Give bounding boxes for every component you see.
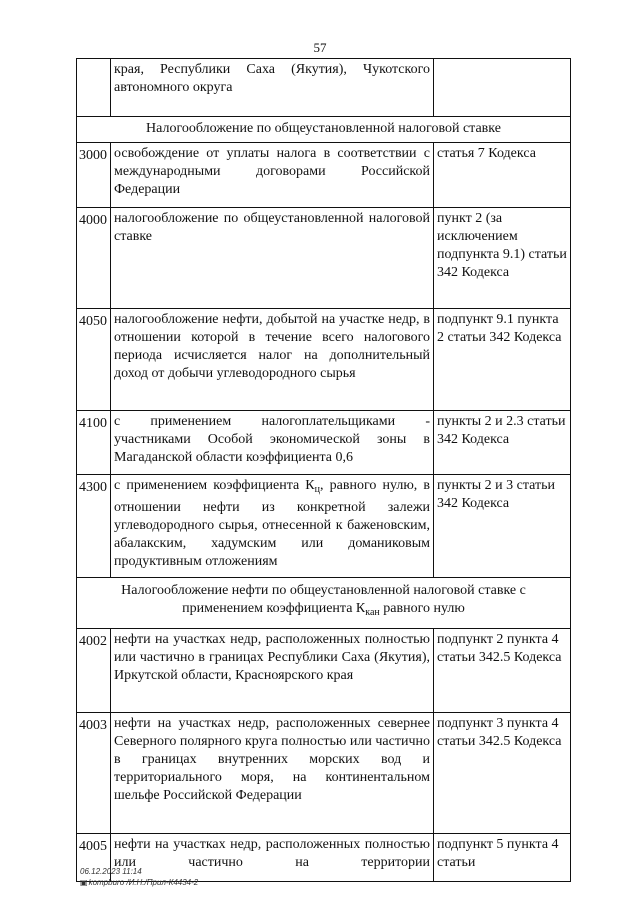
code-cell: 4000 [77, 208, 111, 309]
reference-cell: пункты 2 и 3 статьи 342 Кодекса [434, 475, 571, 578]
code-cell: 4100 [77, 411, 111, 475]
coefficient-subscript: кан [365, 607, 380, 618]
reference-cell [434, 59, 571, 117]
description-cell: края, Республики Саха (Якутия), Чукотского автономного округа [111, 59, 434, 117]
description-cell: налогообложение по общеустановленной налоговой ставке [111, 208, 434, 309]
code-cell: 4002 [77, 629, 111, 713]
page-number: 57 [313, 40, 327, 55]
reference-cell: подпункт 2 пункта 4 статьи 342.5 Кодекса [434, 629, 571, 713]
code-cell: 4003 [77, 713, 111, 834]
description-cell: нефти на участках недр, расположенных полностью или частично на территории [111, 834, 434, 882]
description-cell: с применением налогоплательщиками - участниками Особой экономической зоны в Магаданской области коэффициента 0,6 [111, 411, 434, 475]
table-row [77, 475, 571, 578]
description-cell: налогообложение нефти, добытой на участке недр, в отношении которой в течение всего налогового периода исчисляется налог на дополнительный доход от добычи углеводородного сырья [111, 309, 434, 411]
reference-cell: статья 7 Кодекса [434, 143, 571, 208]
description-text-start: с применением коэффициента К [114, 478, 315, 493]
table-row [77, 411, 571, 475]
description-cell: нефти на участках недр, расположенных полностью или частично в границах Республики Саха (Якутия), Иркутской области, Красноярского края [111, 629, 434, 713]
document-footer [80, 866, 198, 888]
description-cell: нефти на участках недр, расположенных севернее Северного полярного круга полностью или частично в границах внутренних морских вод и территориального моря, на континентальном шельфе Российской Федерации [111, 713, 434, 834]
reference-cell: пункты 2 и 2.3 статьи 342 Кодекса [434, 411, 571, 475]
section-header-row [77, 117, 571, 143]
reference-cell: пункт 2 (за исключением подпункта 9.1) статьи 342 Кодекса [434, 208, 571, 309]
table-row [77, 713, 571, 834]
section-title-end: равного нулю [379, 601, 465, 616]
reference-cell: подпункт 5 пункта 4 статьи [434, 834, 571, 882]
code-cell: 3000 [77, 143, 111, 208]
table-row [77, 309, 571, 411]
section-header-row [77, 578, 571, 629]
footer-timestamp: 06.12.2023 11:14 [80, 867, 142, 876]
description-cell [111, 475, 434, 578]
table-row [77, 629, 571, 713]
code-cell: 4005 [77, 834, 111, 882]
code-cell: 4300 [77, 475, 111, 578]
section-title [77, 578, 571, 629]
table-row [77, 208, 571, 309]
disk-icon: ▣ [80, 878, 88, 887]
section-title-start: Налогообложение нефти по общеустановленной налоговой ставке с применением коэффициента К [121, 583, 526, 616]
table-row [77, 59, 571, 117]
description-cell: освобождение от уплаты налога в соответствии с международными договорами Российской Федерации [111, 143, 434, 208]
code-cell [77, 59, 111, 117]
reference-cell: подпункт 9.1 пункта 2 статьи 342 Кодекса [434, 309, 571, 411]
table-row [77, 143, 571, 208]
code-cell: 4050 [77, 309, 111, 411]
section-title: Налогообложение по общеустановленной налоговой ставке [77, 117, 571, 143]
reference-cell: подпункт 3 пункта 4 статьи 342.5 Кодекса [434, 713, 571, 834]
description-text-end: , равного нулю, в отношении нефти из конкретной залежи углеводородного сырья, отнесенной к баженовским, абалакским, хадумским или доманиковым продуктивным отложениям [114, 478, 430, 569]
footer-file-path: kompburo /И.Н./Прил-К4434-2 [88, 878, 199, 887]
tax-code-table [76, 58, 571, 882]
coefficient-subscript: ц [314, 484, 321, 495]
